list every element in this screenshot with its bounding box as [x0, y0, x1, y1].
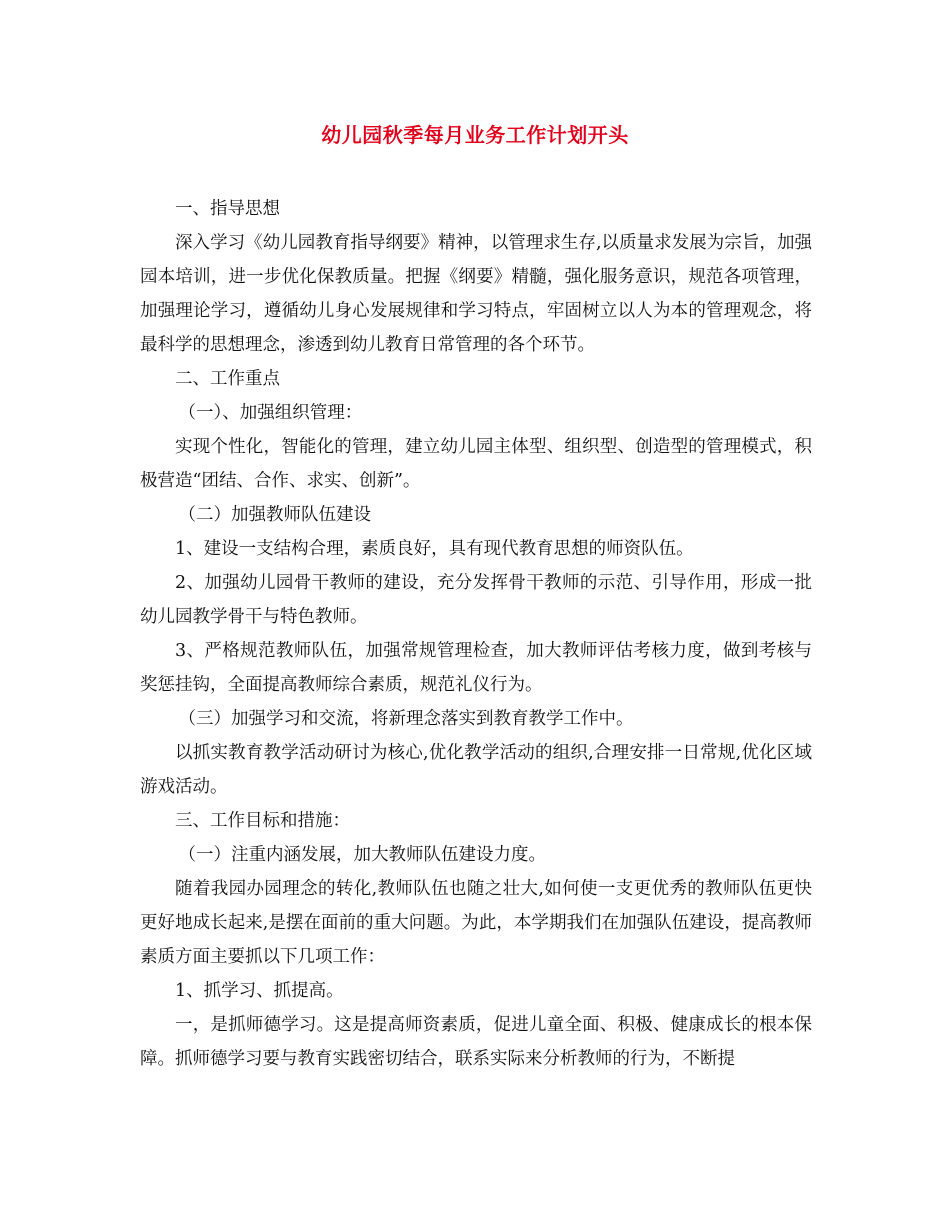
document-body [140, 192, 812, 1076]
section-heading-goals-measures: 三、工作目标和措施： [175, 811, 350, 831]
subheading-connotation-development: （一）注重内涵发展，加大教师队伍建设力度。 [178, 845, 546, 865]
paragraph-organization: 实现个性化，智能化的管理，建立幼儿园主体型、组织型、创造型的管理模式，积极营造“团结、合作、求实、创新”。 [140, 437, 812, 491]
paragraph-ethics-study: 一，是抓师德学习。这是提高师资素质，促进儿童全面、积极、健康成长的根本保障。抓师德学习要与教育实践密切结合，联系实际来分析教师的行为，不断提 [140, 1015, 812, 1069]
section-heading-guiding-thought: 一、指导思想 [175, 199, 280, 219]
paragraph-guiding-thought: 深入学习《幼儿园教育指导纲要》精神，以管理求生存,以质量求发展为宗旨，加强园本培训，进一步优化保教质量。把握《纲要》精髓，强化服务意识，规范各项管理，加强理论学习，遵循幼儿身心发展规律和学习特点，牢固树立以人为本的管理观念，将最科学的思想理念，渗透到幼儿教育日常管理的各个环节。 [140, 233, 812, 355]
list-item-2: 2、加强幼儿园骨干教师的建设，充分发挥骨干教师的示范、引导作用，形成一批幼儿园教学骨干与特色教师。 [140, 573, 812, 627]
paragraph-learning-exchange: 以抓实教育教学活动研讨为核心,优化教学活动的组织,合理安排一日常规,优化区域游戏活动。 [140, 743, 812, 797]
document-title: 幼儿园秋季每月业务工作计划开头 [321, 123, 629, 147]
list-item-3: 3、严格规范教师队伍，加强常规管理检查，加大教师评估考核力度，做到考核与奖惩挂钩，全面提高教师综合素质，规范礼仪行为。 [140, 641, 812, 695]
paragraph-team-building: 随着我园办园理念的转化,教师队伍也随之壮大,如何使一支更优秀的教师队伍更快更好地成长起来,是摆在面前的重大问题。为此，本学期我们在加强队伍建设，提高教师素质方面主要抓以下几项工作： [140, 879, 812, 967]
list-item-1: 1、建设一支结构合理，素质良好，具有现代教育思想的师资队伍。 [175, 539, 694, 559]
section-heading-work-focus: 二、工作重点 [175, 369, 280, 389]
subheading-learning-exchange: （三）加强学习和交流，将新理念落实到教育教学工作中。 [178, 709, 634, 729]
subheading-organization: （一）、加强组织管理： [178, 403, 363, 423]
list-item-study: 1、抓学习、抓提高。 [175, 981, 344, 1001]
subheading-teacher-team: （二）加强教师队伍建设 [178, 505, 371, 525]
